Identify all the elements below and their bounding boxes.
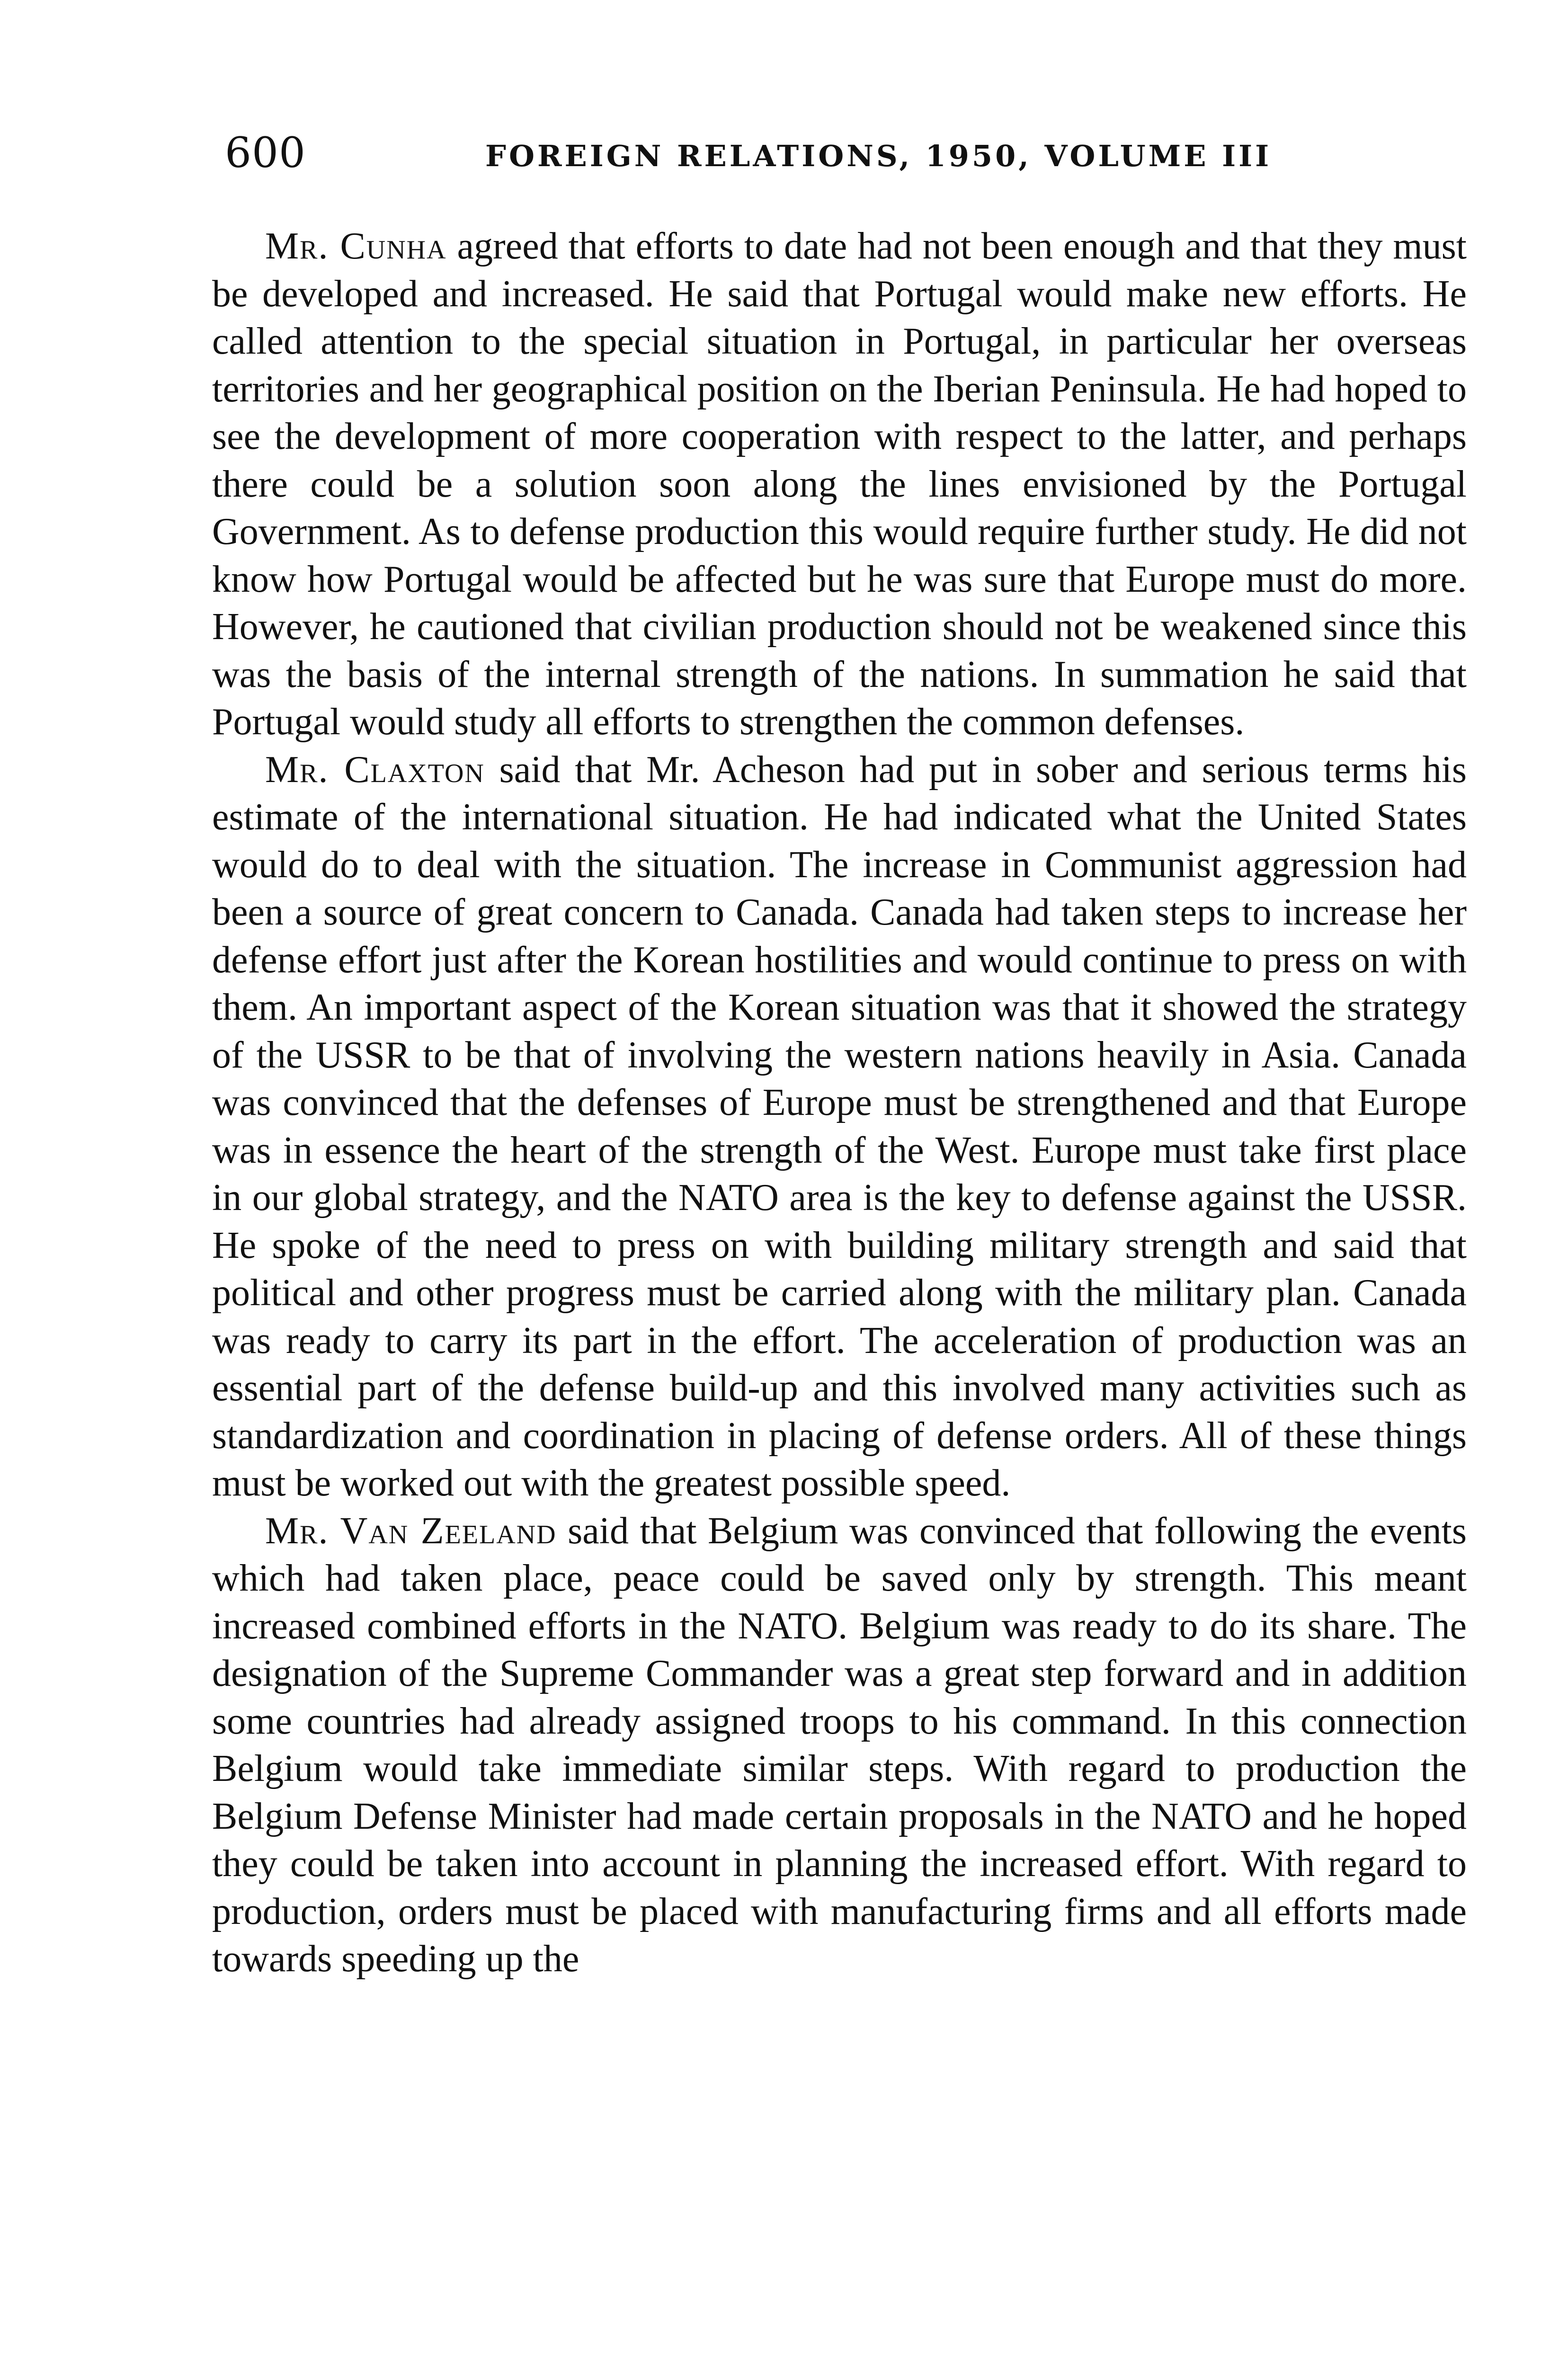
paragraph-text: said that Belgium was convinced that following the events which had taken place, peace could be saved only by strength. This meant increased combined efforts in the NATO. Belgium was ready to do its share. The designation of the Supreme Commander was a great step forward and in addition some countries had already assigned troops to his command. In this connection Belgium would take immediate similar steps. With regard to production the Belgium Defense Minister had made certain proposals in the NATO and he hoped they could be taken into account in planning the increased effort. With regard to production, orders must be placed with manufacturing firms and all efforts made towards speeding up the [212,1510,1467,1980]
speaker-name: Mr. Van Zeeland [265,1510,557,1552]
running-head: FOREIGN RELATIONS, 1950, VOLUME III [485,139,1272,173]
paragraph-text: said that Mr. Acheson had put in sober and serious terms his estimate of the international situation. He had indicated what the United States would do to deal with the situation. The increase in Communist aggression had been a source of great concern to Canada. Canada had taken steps to increase her defense effort just after the Korean hostilities and would continue to press on with them. An important aspect of the Korean situation was that it showed the strategy of the USSR to be that of involving the western nations heavily in Asia. Canada was convinced that the defenses of Europe must be strengthened and that Europe was in essence the heart of the strength of the West. Europe must take first place in our global strategy, and the NATO area is the key to defense against the USSR. He spoke of the need to press on with building military strength and said that political and other progress must be carried along with the military plan. Canada was ready to carry its part in the effort. The acceleration of production was an essential part of the defense build-up and this involved many activities such as standardization and coordination in placing of defense orders. All of these things must be worked out with the greatest possible speed. [212,748,1467,1504]
paragraph-text: agreed that efforts to date had not been enough and that they must be developed and increased. He said that Portugal would make new efforts. He called attention to the special situation in Portugal, in particular her overseas territories and her geographical position on the Iberian Peninsula. He had hoped to see the development of more cooperation with respect to the latter, and perhaps there could be a solution soon along the lines envisioned by the Portugal Government. As to defense production this would require further study. He did not know how Portugal would be affected but he was sure that Europe must do more. However, he cautioned that civilian production should not be weakened since this was the basis of the internal strength of the nations. In summation he said that Portugal would study all efforts to strengthen the common defenses. [212,225,1467,743]
paragraph-claxton [212,746,1467,1507]
paragraph-van-zeeland [212,1507,1467,1983]
body-text [212,222,1467,1983]
speaker-name: Mr. Cunha [265,225,447,267]
page-number: 600 [225,128,306,177]
page-header [220,127,1489,184]
paragraph-cunha [212,222,1467,746]
speaker-name: Mr. Claxton [265,748,485,791]
